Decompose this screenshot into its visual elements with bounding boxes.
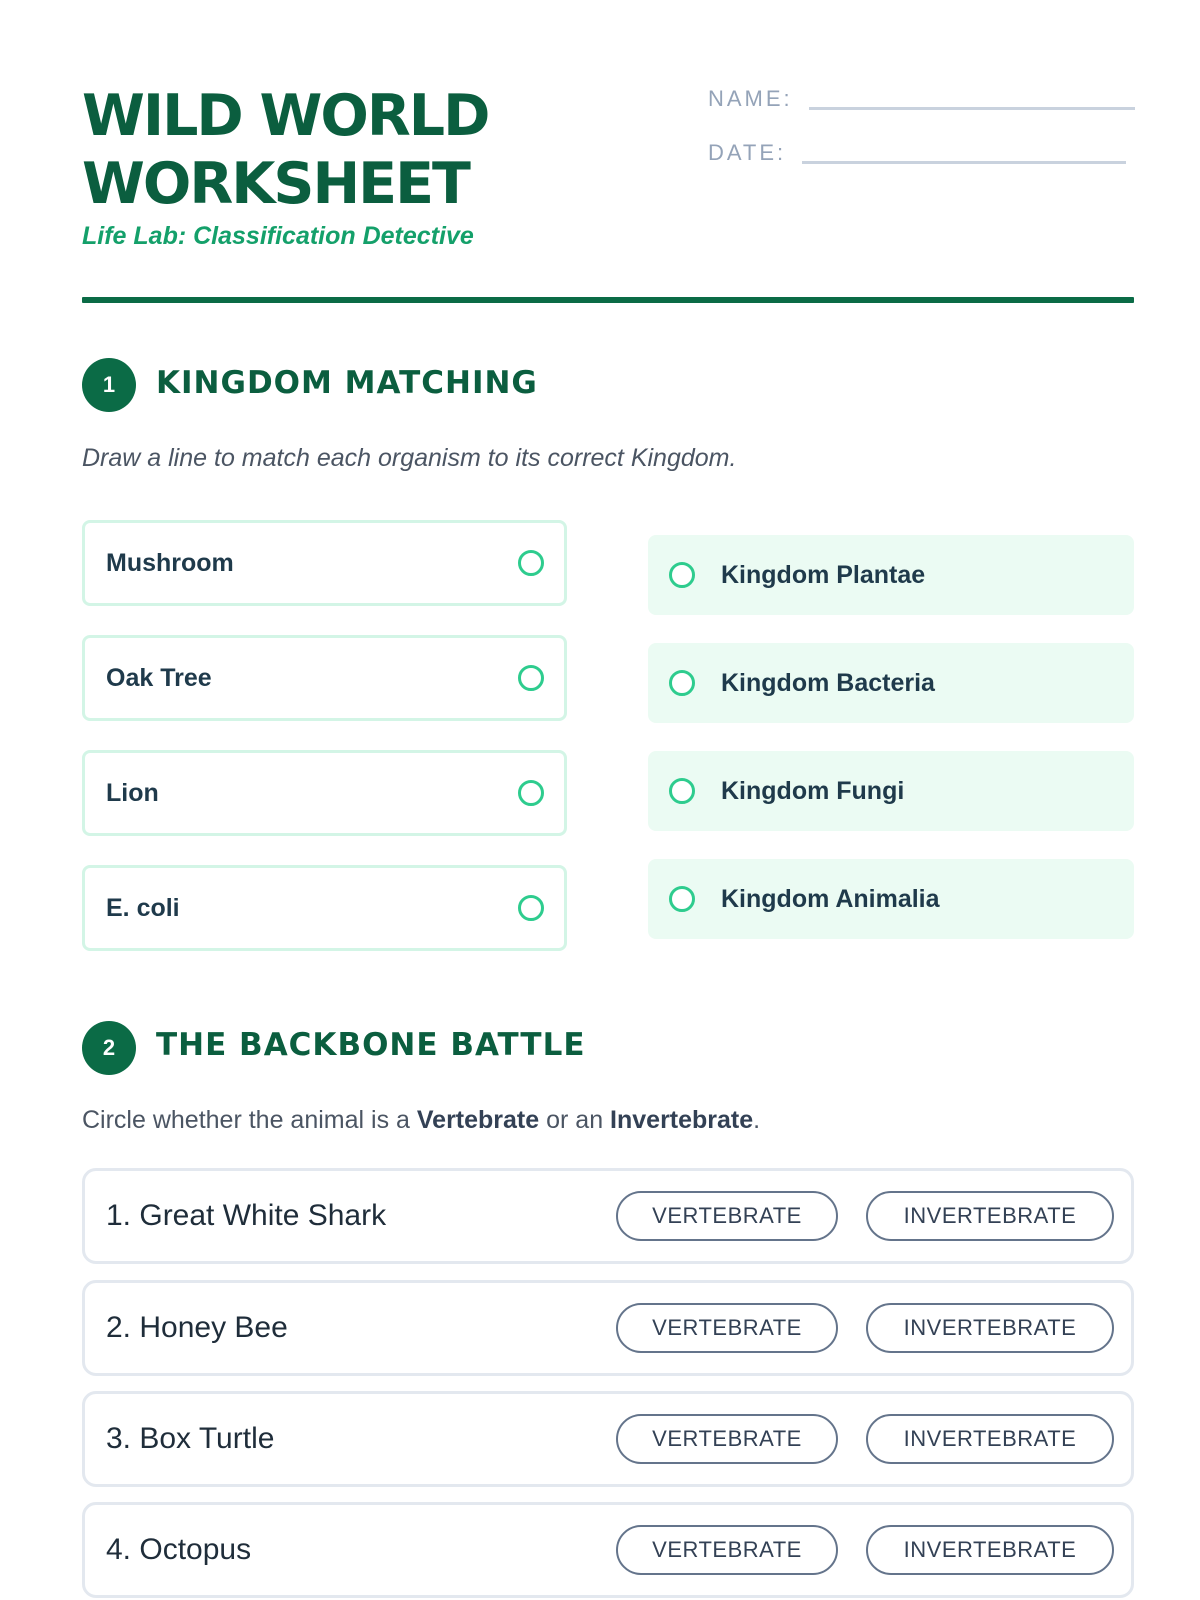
- kingdom-name: Kingdom Animalia: [721, 884, 940, 913]
- instructions-text: .: [753, 1106, 761, 1134]
- match-dot-icon[interactable]: [669, 670, 695, 696]
- kingdom-name: Kingdom Fungi: [721, 776, 905, 805]
- name-label: NAME:: [708, 86, 793, 111]
- instructions-vertebrate: Vertebrate: [416, 1106, 540, 1134]
- vertebrate-option[interactable]: VERTEBRATE: [616, 1303, 838, 1353]
- animal-row: [82, 1280, 1134, 1376]
- name-field[interactable]: [708, 86, 1135, 112]
- organism-name: Mushroom: [106, 548, 234, 577]
- animal-row: [82, 1168, 1134, 1264]
- organism-card[interactable]: [82, 750, 567, 836]
- vertebrate-option[interactable]: VERTEBRATE: [616, 1414, 838, 1464]
- kingdom-card[interactable]: [648, 643, 1134, 723]
- section-2-badge: 2: [82, 1021, 136, 1075]
- animal-row: [82, 1502, 1134, 1598]
- organism-card[interactable]: [82, 865, 567, 951]
- organism-name: E. coli: [106, 893, 180, 922]
- name-line[interactable]: [809, 106, 1135, 110]
- match-dot-icon[interactable]: [518, 780, 544, 806]
- invertebrate-option[interactable]: INVERTEBRATE: [866, 1414, 1114, 1464]
- animal-name: 3. Box Turtle: [106, 1422, 275, 1455]
- instructions-text: or an: [539, 1106, 611, 1134]
- kingdom-card[interactable]: [648, 751, 1134, 831]
- vertebrate-option[interactable]: VERTEBRATE: [616, 1525, 838, 1575]
- animal-name: 2. Honey Bee: [106, 1311, 288, 1344]
- match-dot-icon[interactable]: [669, 778, 695, 804]
- match-dot-icon[interactable]: [518, 665, 544, 691]
- organism-card[interactable]: [82, 635, 567, 721]
- animal-name: 1. Great White Shark: [106, 1199, 387, 1232]
- title-line-2: WORKSHEET: [82, 151, 469, 217]
- invertebrate-option[interactable]: INVERTEBRATE: [866, 1303, 1114, 1353]
- match-dot-icon[interactable]: [518, 895, 544, 921]
- section-1-badge: 1: [82, 358, 136, 412]
- kingdom-card[interactable]: [648, 535, 1134, 615]
- invertebrate-option[interactable]: INVERTEBRATE: [866, 1525, 1114, 1575]
- section-2-title: THE BACKBONE BATTLE: [156, 1027, 586, 1063]
- animal-row: [82, 1391, 1134, 1487]
- animal-name: 4. Octopus: [106, 1533, 252, 1566]
- kingdom-name: Kingdom Plantae: [721, 560, 926, 589]
- date-field[interactable]: [708, 140, 1126, 166]
- invertebrate-option[interactable]: INVERTEBRATE: [866, 1191, 1114, 1241]
- date-label: DATE:: [708, 140, 787, 165]
- section-1-instructions: Draw a line to match each organism to its correct Kingdom.: [82, 444, 737, 472]
- section-1-title: KINGDOM MATCHING: [156, 365, 538, 401]
- worksheet-title: [82, 82, 642, 218]
- kingdom-card[interactable]: [648, 859, 1134, 939]
- match-dot-icon[interactable]: [518, 550, 544, 576]
- section-2-instructions: [82, 1106, 760, 1135]
- organism-name: Oak Tree: [106, 663, 212, 692]
- match-dot-icon[interactable]: [669, 562, 695, 588]
- instructions-text: Circle whether the animal is a: [82, 1106, 417, 1134]
- worksheet-subtitle: Life Lab: Classification Detective: [82, 222, 474, 250]
- instructions-invertebrate: Invertebrate: [610, 1106, 754, 1134]
- title-line-1: WILD WORLD: [82, 83, 489, 149]
- match-dot-icon[interactable]: [669, 886, 695, 912]
- header-divider: [82, 297, 1134, 303]
- kingdom-name: Kingdom Bacteria: [721, 668, 935, 697]
- organism-card[interactable]: [82, 520, 567, 606]
- organism-name: Lion: [106, 778, 159, 807]
- date-line[interactable]: [802, 160, 1126, 164]
- vertebrate-option[interactable]: VERTEBRATE: [616, 1191, 838, 1241]
